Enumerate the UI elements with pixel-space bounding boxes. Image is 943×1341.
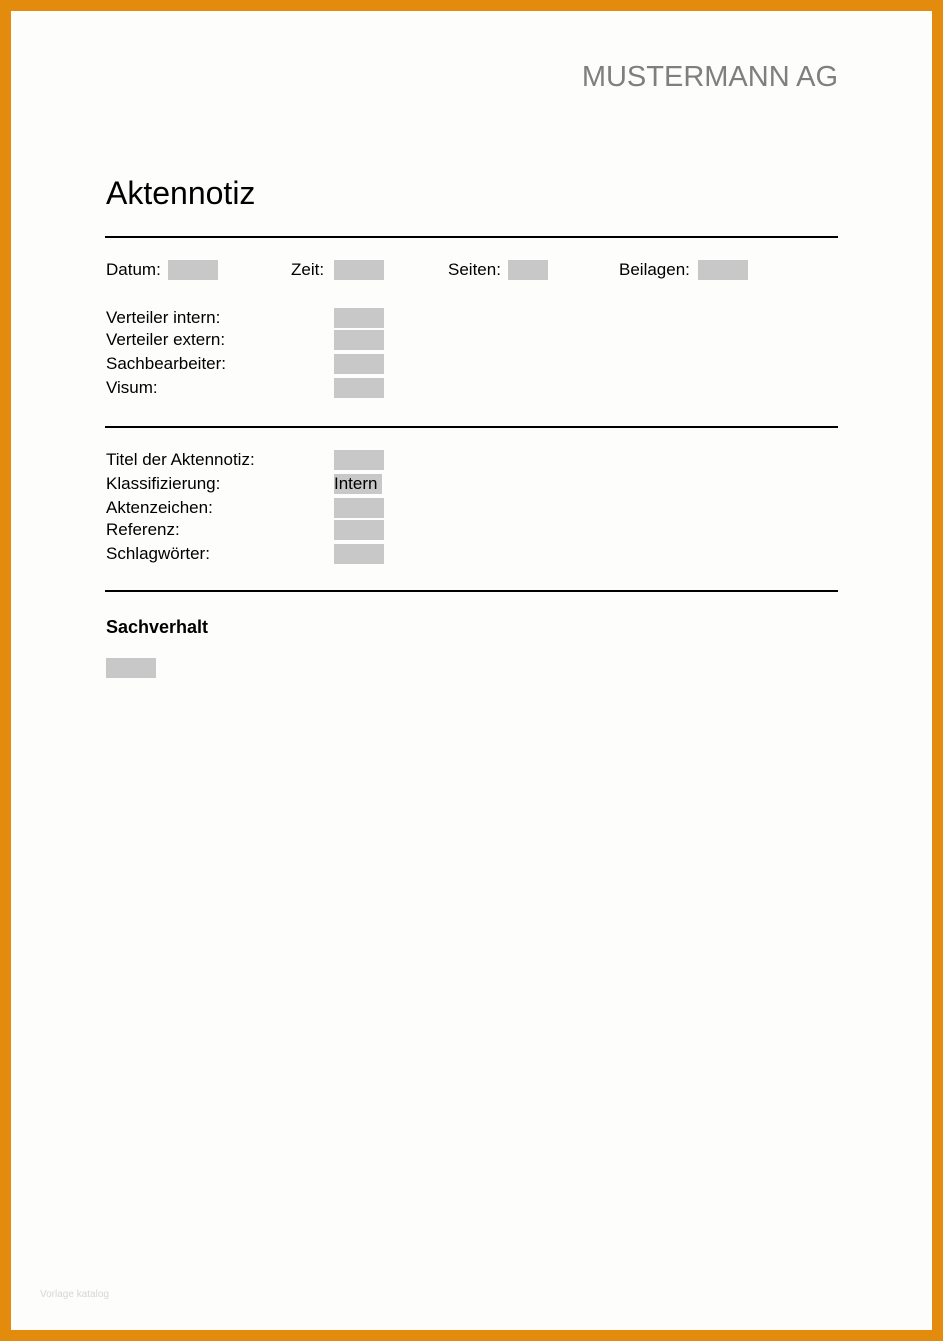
company-name: MUSTERMANN AG bbox=[581, 61, 838, 93]
schlagwoerter-field[interactable] bbox=[334, 544, 384, 564]
schlagwoerter-label: Schlagwörter: bbox=[106, 544, 210, 563]
sachverhalt-field[interactable] bbox=[106, 658, 156, 678]
datum-field[interactable] bbox=[168, 260, 218, 280]
divider-top bbox=[105, 236, 838, 238]
document-page bbox=[11, 11, 932, 1330]
klassifizierung-label: Klassifizierung: bbox=[106, 474, 221, 493]
referenz-field[interactable] bbox=[334, 520, 384, 540]
divider-middle bbox=[105, 426, 838, 428]
document-title: Aktennotiz bbox=[106, 175, 256, 211]
sachbearbeiter-field[interactable] bbox=[334, 354, 384, 374]
zeit-label: Zeit: bbox=[291, 260, 325, 279]
aktenzeichen-label: Aktenzeichen: bbox=[106, 498, 213, 517]
zeit-field[interactable] bbox=[334, 260, 384, 280]
verteiler-intern-field[interactable] bbox=[334, 308, 384, 328]
titel-field[interactable] bbox=[334, 450, 384, 470]
sachbearbeiter-label: Sachbearbeiter: bbox=[106, 354, 227, 373]
datum-label: Datum: bbox=[106, 260, 161, 279]
klassifizierung-field[interactable]: Intern bbox=[334, 474, 382, 494]
verteiler-extern-field[interactable] bbox=[334, 330, 384, 350]
beilagen-field[interactable] bbox=[698, 260, 748, 280]
seiten-field[interactable] bbox=[508, 260, 548, 280]
aktenzeichen-field[interactable] bbox=[334, 498, 384, 518]
titel-label: Titel der Aktennotiz: bbox=[106, 450, 255, 469]
watermark-text: Vorlage katalog bbox=[40, 1289, 109, 1300]
verteiler-intern-label: Verteiler intern: bbox=[106, 308, 221, 327]
referenz-label: Referenz: bbox=[106, 520, 180, 539]
visum-field[interactable] bbox=[334, 378, 384, 398]
divider-bottom bbox=[105, 590, 838, 592]
beilagen-label: Beilagen: bbox=[619, 260, 690, 279]
verteiler-extern-label: Verteiler extern: bbox=[106, 330, 226, 349]
sachverhalt-heading: Sachverhalt bbox=[106, 617, 209, 637]
seiten-label: Seiten: bbox=[448, 260, 501, 279]
visum-label: Visum: bbox=[106, 378, 158, 397]
